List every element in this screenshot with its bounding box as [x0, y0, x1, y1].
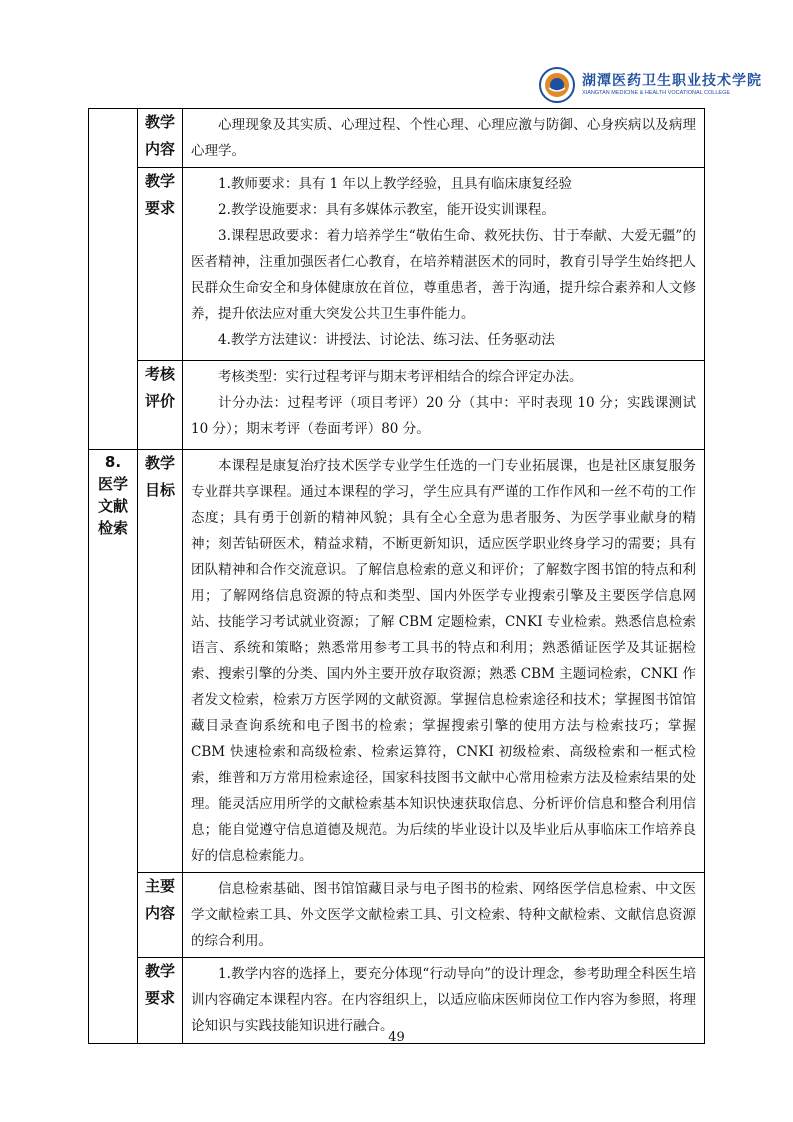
table-row — [89, 109, 705, 168]
teaching-objectives-text: 本课程是康复治疗技术医学专业学生任选的一门专业拓展课，也是社区康复服务专业群共享课程。通过本课程的学习，学生应具有严谨的工作作风和一丝不苟的工作态度；具有勇于创新的精神风貌；具有全心全意为患者服务、为医学事业献身的精神；刻苦钻研医术，精益求精，不断更新知识，适应医学职业终身学习的需要；具有团队精神和合作交流意识。了解信息检索的意义和评价；了解数字图书馆的特点和利用；了解网络信息资源的特点和类型、国内外医学专业搜索引擎及主要医学信息网站、技能学习考试就业资源；了解 CBM 定题检索，CNKI 专业检索。熟悉信息检索语言、系统和策略；熟悉常用参考工具书的特点和利用；熟悉循证医学及其证据检索、搜索引擎的分类、国内外主要开放存取资源；熟悉 CBM 主题词检索，CNKI 作者发文检索，检索万方医学网的文献资源。掌握信息检索途径和技术；掌握图书馆馆藏目录查询系统和电子图书的检索；掌握搜索引擎的使用方法与检索技巧；掌握 CBM 快速检索和高级检索、检索运算符，CNKI 初级检索、高级检索和一框式检索，维普和万方常用检索途径，国家科技图书文献中心常用检索方法及检索结果的处理。能灵活应用所学的文献检索基本知识快速获取信息、分析评价信息和整合利用信息；能自觉遵守信息道德及规范。为后续的毕业设计以及毕业后从事临床工作培养良好的信息检索能力。 — [183, 450, 705, 873]
college-logo — [538, 66, 762, 106]
teaching-requirements-text: 1.教师要求：具有 1 年以上教学经验，且具有临床康复经验 2.教学设施要求：具有多媒体示教室，能开设实训课程。 3.课程思政要求：着力培养学生“敬佑生命、救死扶伤、甘于奉献、大爱无疆”的医者精神，注重加强医者仁心教育，在培养精湛医术的同时，教育引导学生始终把人民群众生命安全和身体健康放在首位，尊重患者，善于沟通，提升综合素养和人文修养，提升依法应对重大突发公共卫生事件能力。 4.教学方法建议：讲授法、讨论法、练习法、任务驱动法 — [183, 168, 705, 361]
row-label-teaching-requirements-2: 教学 要求 — [138, 958, 183, 1044]
main-content-text: 信息检索基础、图书馆馆藏目录与电子图书的检索、网络医学信息检索、中文医学文献检索工具、外文医学文献检索工具、引文检索、特种文献检索、文献信息资源的综合利用。 — [183, 873, 705, 958]
course-number: 8. — [104, 453, 122, 471]
row-label-teaching-content: 教学 内容 — [138, 109, 183, 168]
row-label-teaching-objectives: 教学 目标 — [138, 450, 183, 873]
table-row — [89, 873, 705, 958]
college-name-en: XIANGTAN MEDICINE & HEALTH VOCATIONAL COLLEGE — [582, 90, 731, 96]
row-label-assessment: 考核 评价 — [138, 361, 183, 450]
college-emblem-icon — [538, 66, 576, 104]
course-name-line: 医学 — [97, 475, 128, 493]
row-label-teaching-requirements: 教学 要求 — [138, 168, 183, 361]
teaching-requirements-2-text: 1.教学内容的选择上，要充分体现“行动导向”的设计理念，参考助理全科医生培训内容确定本课程内容。在内容组织上，以适应临床医师岗位工作内容为参照，将理论知识与实践技能知识进行融合。 — [183, 958, 705, 1044]
course-title-cell — [89, 450, 138, 1044]
college-name-cn: 湖潭医药卫生职业技术学院 — [582, 73, 762, 89]
prev-course-cell — [89, 109, 138, 450]
page-number: 49 — [388, 1030, 405, 1045]
table-row — [89, 361, 705, 450]
syllabus-table — [88, 108, 705, 1044]
row-label-main-content: 主要 内容 — [138, 873, 183, 958]
course-name-line: 文献 — [97, 497, 128, 515]
assessment-text: 考核类型：实行过程考评与期末考评相结合的综合评定办法。 计分办法：过程考评（项目考评）20 分（其中：平时表现 10 分；实践课测试 10 分）；期末考评（卷面考评）80 分。 — [183, 361, 705, 450]
course-name-line: 检索 — [97, 519, 128, 537]
teaching-content-text: 心理现象及其实质、心理过程、个性心理、心理应激与防御、心身疾病以及病理心理学。 — [183, 109, 705, 168]
table-row — [89, 168, 705, 361]
table-row — [89, 450, 705, 873]
